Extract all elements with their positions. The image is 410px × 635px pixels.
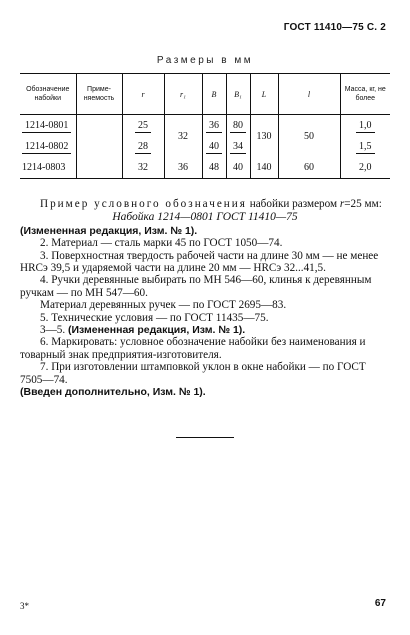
cell-mass: 1,0	[340, 115, 390, 137]
header-r: r	[122, 74, 164, 115]
example-value: =25 мм:	[344, 198, 382, 210]
header-r1: r₁	[164, 74, 202, 115]
header-b: B	[202, 74, 226, 115]
cell-b: 40	[202, 136, 226, 157]
end-divider	[176, 437, 234, 438]
cell-mass: 2,0	[340, 157, 390, 179]
cell-applicability	[76, 157, 122, 179]
header-mass: Масса, кг, не более	[340, 74, 390, 115]
header-b1: B₁	[226, 74, 250, 115]
clause-4-material: Материал деревянных ручек — по ГОСТ 2695—83.	[40, 299, 287, 312]
clause-6: 6. Маркировать: условное обозначение набойки без наименования и товарный знак предприятия-изготовителя.	[20, 336, 366, 361]
dimensions-table	[20, 73, 390, 179]
cell-r: 28	[122, 136, 164, 157]
document-header: ГОСТ 11410—75 С. 2	[283, 22, 386, 33]
table-header-row	[20, 74, 390, 115]
document-body	[20, 198, 390, 399]
example-paragraph	[20, 198, 390, 210]
clause-3: 3. Поверхностная твердость рабочей части на длине 30 мм — не менее HRCэ 39,5 и ударяемой части на длине 20 мм — HRCэ 32...41,5.	[20, 249, 379, 275]
table-row	[20, 157, 390, 179]
cell-r: 32	[122, 157, 164, 179]
cell-b: 48	[202, 157, 226, 179]
cell-l-upper: 130	[250, 115, 278, 158]
designation-example: Набойка 1214—0801 ГОСТ 11410—75	[112, 211, 298, 224]
footer-mark: 3*	[20, 601, 29, 611]
cell-b1: 40	[226, 157, 250, 179]
cell-b: 36	[202, 115, 226, 137]
header-applicability: Применяемость	[76, 74, 122, 115]
example-variable: r	[339, 198, 345, 210]
cell-r1: 36	[164, 157, 202, 179]
cell-l-lower: 50	[278, 115, 340, 158]
example-heading: Пример условного обозначения	[40, 198, 247, 210]
cell-b1: 80	[226, 115, 250, 137]
clause-4: 4. Ручки деревянные выбирать по МН 546—60, клинья к деревянным ручкам — по МН 547—60.	[20, 274, 372, 299]
cell-l-lower: 60	[278, 157, 340, 179]
header-l-lower: l	[278, 74, 340, 115]
page-number: 67	[374, 598, 386, 609]
table-row	[20, 115, 390, 137]
edit-note: 3—5. (Измененная редакция, Изм. № 1).	[40, 324, 246, 337]
cell-designation: 1214-0801	[20, 115, 76, 137]
cell-l-upper: 140	[250, 157, 278, 179]
cell-applicability	[76, 136, 122, 157]
cell-applicability	[76, 115, 122, 137]
clause-2: 2. Материал — сталь марки 45 по ГОСТ 1050—74.	[40, 237, 283, 250]
example-text: набойки размером	[246, 198, 340, 210]
header-l-upper: L	[250, 74, 278, 115]
cell-designation: 1214-0803	[20, 157, 76, 179]
edit-note: (Измененная редакция, Изм. № 1).	[20, 224, 198, 237]
cell-b1: 34	[226, 136, 250, 157]
table-caption: Размеры в мм	[156, 55, 254, 66]
cell-mass: 1,5	[340, 136, 390, 157]
clause-7: 7. При изготовлении штамповкой уклон в окне набойки — по ГОСТ 7505—74.	[20, 361, 366, 386]
edit-note: (Введен дополнительно, Изм. № 1).	[20, 386, 206, 399]
cell-designation: 1214-0802	[20, 136, 76, 157]
cell-r1: 32	[164, 115, 202, 158]
header-designation: Обозначение набойки	[20, 74, 76, 115]
cell-r: 25	[122, 115, 164, 137]
clause-5: 5. Технические условия — по ГОСТ 11435—75.	[40, 311, 269, 324]
